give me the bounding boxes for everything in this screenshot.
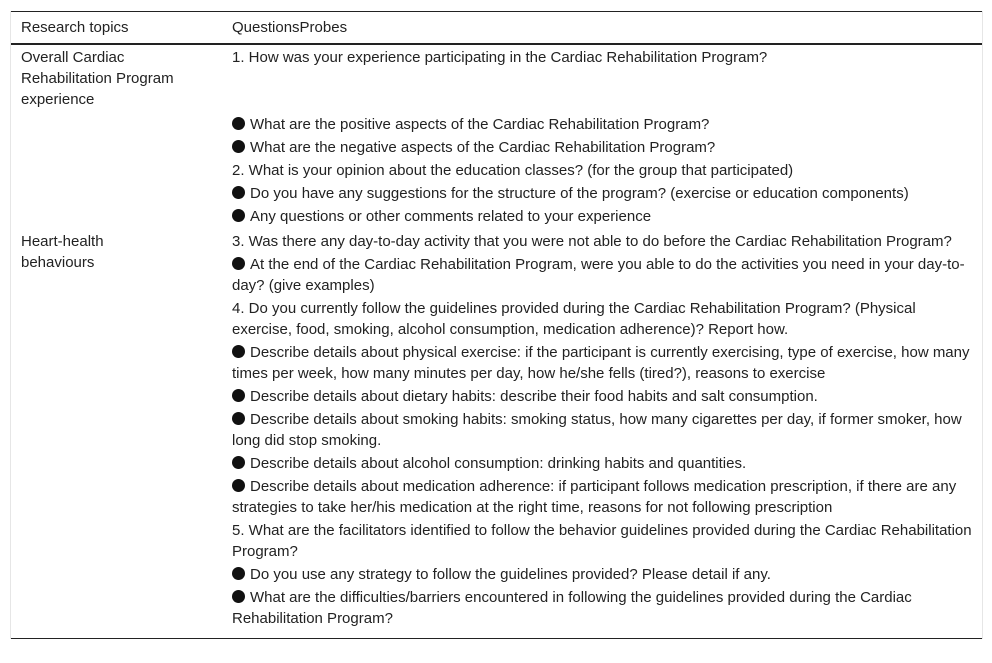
table-row [11,44,982,229]
bullet-icon [232,257,245,270]
bullet-icon [232,456,245,469]
question-text: 3. Was there any day-to-day activity that you were not able to do before the Cardiac Rehabilitation Program? [232,233,952,250]
probe-text: Do you use any strategy to follow the guidelines provided? Please detail if any. [250,566,771,583]
probe-text: Any questions or other comments related to your experience [250,208,652,225]
question-text: 1. How was your experience participating in the Cardiac Rehabilitation Program? [232,49,768,66]
probe-item [232,587,972,631]
probe-item [232,206,972,229]
probe-item [232,137,972,160]
probe-item [232,386,972,409]
bullet-icon [232,389,245,402]
topic-label: Overall Cardiac Rehabilitation Program experience [21,49,174,108]
question-item [232,520,972,564]
question-text: 2. What is your opinion about the education classes? (for the group that participated) [232,162,794,179]
probe-item [232,453,972,476]
probe-text: Do you have any suggestions for the structure of the program? (exercise or education components) [250,185,909,202]
probe-item [232,114,972,137]
questions-cell [222,44,982,229]
topic-cell [11,44,222,229]
bullet-icon [232,345,245,358]
research-table-container [10,11,983,639]
bullet-icon [232,140,245,153]
probe-text: Describe details about dietary habits: describe their food habits and salt consumption. [250,388,818,405]
question-text: 5. What are the facilitators identified to follow the behavior guidelines provided during the Cardiac Rehabilitation Program? [232,522,972,560]
questions-cell [222,229,982,639]
topic-cell [11,229,222,639]
probe-item [232,183,972,206]
probe-item [232,342,972,386]
probe-text: Describe details about medication adherence: if participant follows medication prescription, if there are any strategies to take her/his medication at the right time, reasons for not following prescription [232,478,957,516]
probe-text: Describe details about alcohol consumption: drinking habits and quantities. [250,455,747,472]
question-item [232,298,972,342]
probe-text: At the end of the Cardiac Rehabilitation Program, were you able to do the activities you need in your day-to-day? (give examples) [232,256,965,294]
probe-text: Describe details about physical exercise: if the participant is currently exercising, type of exercise, how many times per week, how many minutes per day, how he/she fells (tired?), reasons to exercise [232,344,970,382]
table-header-row [11,12,982,45]
probe-item [232,409,972,453]
probe-text: What are the difficulties/barriers encountered in following the guidelines provided during the Cardiac Rehabilitation Program? [232,589,912,627]
spacer [232,70,972,114]
header-questions-probes: QuestionsProbes [222,12,982,45]
probe-item [232,564,972,587]
bullet-icon [232,590,245,603]
table-row [11,229,982,639]
bullet-icon [232,117,245,130]
probe-text: What are the negative aspects of the Cardiac Rehabilitation Program? [250,139,716,156]
question-item [232,47,972,70]
question-item [232,160,972,183]
topic-label: Heart-health behaviours [21,233,104,271]
probe-item [232,476,972,520]
bullet-icon [232,479,245,492]
bullet-icon [232,186,245,199]
probe-item [232,254,972,298]
bullet-icon [232,209,245,222]
research-topics-table [11,11,982,639]
bullet-icon [232,412,245,425]
probe-text: What are the positive aspects of the Cardiac Rehabilitation Program? [250,116,710,133]
question-text: 4. Do you currently follow the guidelines provided during the Cardiac Rehabilitation Program? (Physical exercise, food, smoking, alcohol consumption, medication adherence)? Report how. [232,300,916,338]
probe-text: Describe details about smoking habits: smoking status, how many cigarettes per day, if former smoker, how long did stop smoking. [232,411,962,449]
question-item [232,231,972,254]
bullet-icon [232,567,245,580]
header-research-topics: Research topics [11,12,222,45]
